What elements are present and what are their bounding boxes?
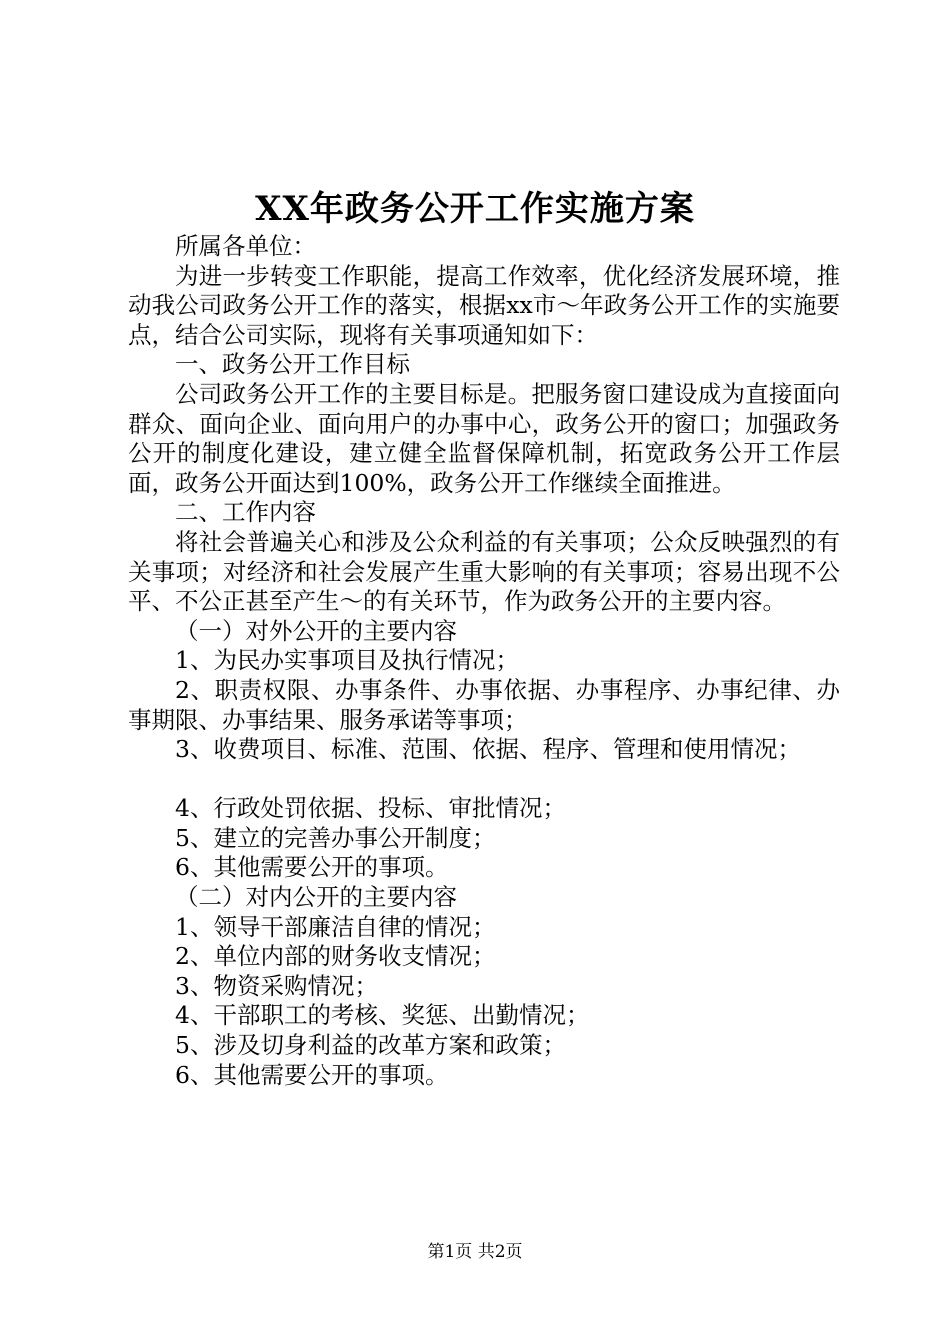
list-item: 4、行政处罚依据、投标、审批情况； [175, 794, 566, 823]
document-title: XX年政务公开工作实施方案 [255, 189, 695, 229]
list-item: 1、为民办实事项目及执行情况； [175, 646, 519, 675]
list-item: 4、干部职工的考核、奖惩、出勤情况； [175, 1001, 590, 1030]
list-item: 3、收费项目、标准、范围、依据、程序、管理和使用情况； [175, 735, 801, 764]
list-item: 2、职责权限、办事条件、办事依据、办事程序、办事纪律、办事期限、办事结果、服务承诺等事项； [128, 675, 840, 734]
salutation: 所属各单位： [175, 232, 316, 260]
document-body [128, 232, 840, 1090]
subsection-heading-internal: （二）对内公开的主要内容 [175, 883, 457, 912]
list-item: 5、建立的完善办事公开制度； [175, 823, 496, 852]
goals-paragraph: 公司政务公开工作的主要目标是。把服务窗口建设成为直接面向群众、面向企业、面向用户的办事中心，政务公开的窗口；加强政务公开的制度化建设，建立健全监督保障机制，拓宽政务公开工作层面，政务公开面达到100%，政务公开工作继续全面推进。 [128, 379, 840, 497]
list-item: 6、其他需要公开的事项。 [175, 1060, 449, 1089]
section-heading-goals: 一、政务公开工作目标 [175, 350, 410, 379]
page-footer: 第1页 共2页 [427, 1242, 523, 1262]
section-heading-content: 二、工作内容 [175, 498, 316, 527]
list-item: 1、领导干部廉洁自律的情况； [175, 912, 496, 941]
subsection-heading-external: （一）对外公开的主要内容 [175, 616, 457, 645]
list-item: 2、单位内部的财务收支情况； [175, 942, 496, 971]
intro-paragraph: 为进一步转变工作职能，提高工作效率，优化经济发展环境，推动我公司政务公开工作的落实，根据xx市～年政务公开工作的实施要点，结合公司实际，现将有关事项通知如下： [128, 261, 840, 349]
content-paragraph: 将社会普遍关心和涉及公众利益的有关事项；公众反映强烈的有关事项；对经济和社会发展产生重大影响的有关事项；容易出现不公平、不公正甚至产生～的有关环节，作为政务公开的主要内容。 [128, 527, 840, 616]
list-item: 6、其他需要公开的事项。 [175, 853, 449, 882]
blank-line [128, 765, 840, 795]
list-item: 5、涉及切身利益的改革方案和政策； [175, 1031, 566, 1060]
list-item: 3、物资采购情况； [175, 971, 378, 1000]
